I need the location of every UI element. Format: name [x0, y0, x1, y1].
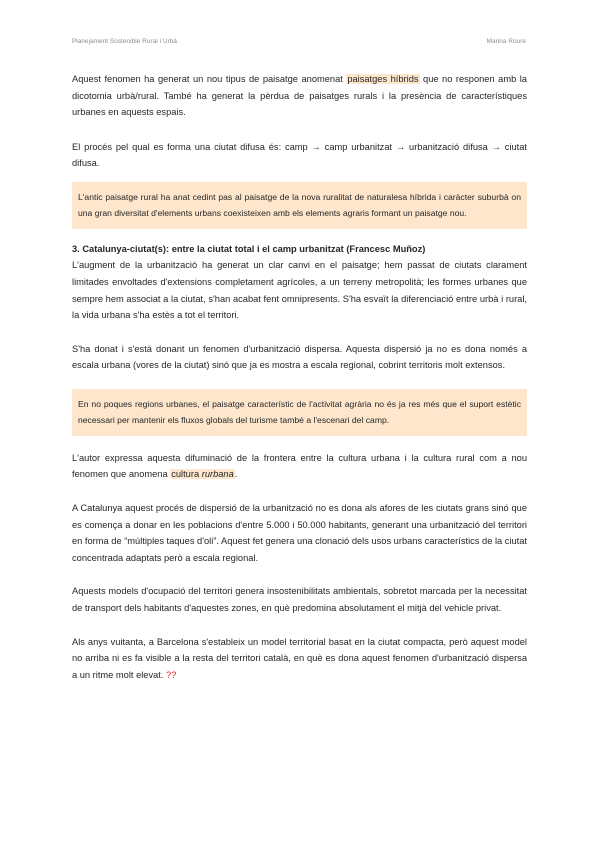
paragraph-diffuse-city-process: El procés pel qual es forma una ciutat difusa és: camp → camp urbanitzat → urbanització difusa → ciutat difusa. [72, 141, 527, 169]
highlight-rurban-culture: cultura rurbana [171, 469, 234, 480]
quote-box-rural-landscape: L'antic paisatge rural ha anat cedint pas al paisatge de la nova ruralitat de naturalesa híbrida i caràcter suburbà on una gran diversitat d'elements urbans coexisteixen amb els elements agraris formant un paisatge nou. [72, 182, 527, 229]
paragraph-urbanization-change: L'augment de la urbanització ha generat un clar canvi en el paisatge; hem passat de ciutats clarament limitades envoltades d'extensions completament agrícoles, a un terreny metropolità; les formes urbanes que sempre hem associat a la ciutat, s'han acabat fent omnipresents. S'ha esvaït la diferenciació entre urbà i rural, la vida urbana s'ha estès a tot el territori. [72, 260, 527, 321]
paragraph-barcelona-model: Als anys vuitanta, a Barcelona s'estableix un model territorial basat en la ciutat compacta, però aquest model no arriba ni es fa visible a la resta del territori català, en què es dona aquest fenomen d'urbanització dispersa a un ritme molt elevat. ?? [72, 636, 527, 680]
paragraph-environmental-unsustainability: Aquests models d'ocupació del territori genera insostenibilitats ambientals, sobretot marcada per la necessitat de transport dels habitants d'aquestes zones, en què predomina absolutament el mitjà del vehicle privat. [72, 586, 527, 613]
paragraph-dispersed-urbanization: S'ha donat i s'està donant un fenomen d'urbanització dispersa. Aquesta dispersió ja no es dona només a escala urbana (vores de la ciutat) sinó que ja es mostra a escala regional, cobrint territoris molt extensos. [72, 343, 527, 371]
quote-box-tourism: En no poques regions urbanes, el paisatge característic de l'activitat agrària no és ja res més que el suport estètic necessari per mantenir els fluxos globals del turisme també a l'escenari del camp. [72, 389, 527, 436]
paragraph-rurban-culture: L'autor expressa aquesta difuminació de la frontera entre la cultura urbana i la cultura rural com a nou fenomen que anomena cultura rurbana. [72, 452, 527, 480]
paragraph-hybrid-landscapes: Aquest fenomen ha generat un nou tipus de paisatge anomenat paisatges híbrids que no responen amb la dicotomia urbà/rural. També ha generat la pèrdua de paisatges rurals i la presència de característiques urbanes en aquests espais. [72, 74, 527, 118]
missing-reference-mark: ?? [166, 669, 177, 680]
header-course-title: Planejament Sostenible Rural i Urbà [72, 38, 178, 45]
header-author: Marina Roure [486, 38, 526, 45]
section-heading: 3. Catalunya-ciutat(s): entre la ciutat total i el camp urbanitzat (Francesc Muñoz) [72, 243, 426, 254]
highlight-hybrid-landscapes: paisatges híbrids [347, 74, 419, 84]
paragraph-catalonia-dispersion: A Catalunya aquest procés de dispersió de la urbanització no es dona als afores de les ciutats grans sinó que es comença a donar en les poblacions d'entre 5.000 i 50.000 habitants, generant una urbanització del territori en forma de “múltiples taques d'oli”. Aquest fet genera una clonació dels usos urbans característics de la ciutat concentrada adaptats però a escala regional. [72, 502, 527, 563]
document-body [72, 71, 527, 683]
